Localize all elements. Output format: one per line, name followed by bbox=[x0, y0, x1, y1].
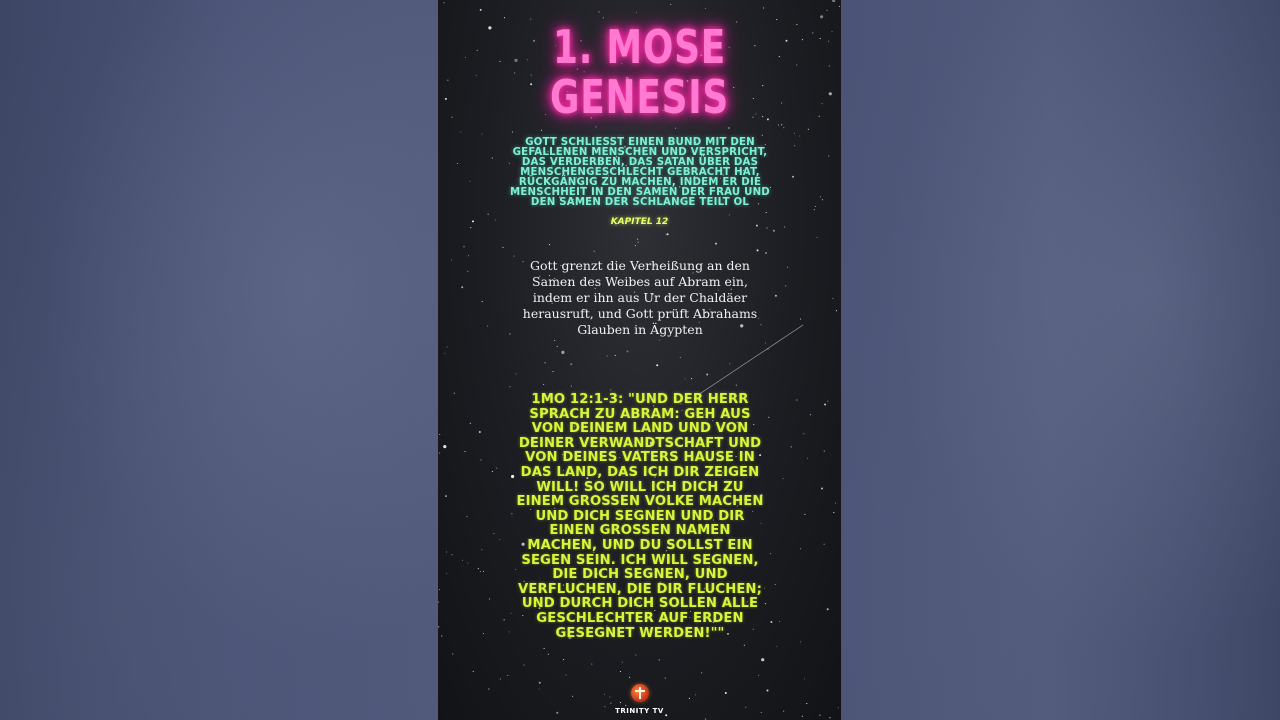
star bbox=[765, 342, 766, 343]
star bbox=[836, 310, 837, 311]
star bbox=[816, 237, 817, 238]
star bbox=[778, 124, 779, 125]
star bbox=[832, 298, 833, 299]
star bbox=[828, 41, 829, 42]
star bbox=[504, 17, 505, 18]
star bbox=[446, 573, 447, 574]
star bbox=[776, 19, 777, 20]
star bbox=[675, 128, 676, 129]
star bbox=[545, 362, 546, 363]
star bbox=[715, 243, 717, 245]
star bbox=[469, 181, 470, 182]
star bbox=[493, 533, 494, 534]
star bbox=[779, 621, 780, 622]
star bbox=[814, 209, 815, 210]
star bbox=[603, 17, 604, 18]
star bbox=[477, 50, 478, 51]
star bbox=[480, 459, 481, 460]
star bbox=[479, 431, 481, 433]
star bbox=[670, 4, 671, 5]
star bbox=[557, 346, 558, 347]
blurred-background-right bbox=[842, 0, 1280, 720]
star bbox=[571, 385, 572, 386]
star bbox=[543, 384, 544, 385]
star bbox=[445, 98, 447, 100]
star bbox=[439, 453, 440, 454]
star bbox=[827, 401, 828, 402]
star bbox=[438, 602, 439, 603]
star bbox=[775, 584, 776, 585]
star bbox=[815, 206, 816, 207]
star bbox=[507, 675, 508, 676]
star bbox=[439, 589, 440, 590]
star bbox=[544, 648, 545, 649]
star bbox=[829, 92, 832, 95]
star bbox=[483, 571, 484, 572]
star bbox=[757, 249, 759, 251]
star bbox=[776, 646, 777, 647]
star bbox=[451, 554, 452, 555]
star bbox=[622, 662, 623, 663]
star bbox=[511, 475, 514, 478]
poster-title-line1: 1. MOSE bbox=[552, 20, 727, 74]
star bbox=[802, 716, 803, 717]
star bbox=[659, 340, 660, 341]
star bbox=[496, 468, 497, 469]
star bbox=[482, 133, 483, 134]
star bbox=[824, 404, 826, 406]
star bbox=[530, 19, 531, 20]
star bbox=[470, 423, 471, 424]
star bbox=[799, 136, 800, 137]
star bbox=[488, 214, 489, 215]
star bbox=[481, 549, 482, 550]
star bbox=[466, 516, 467, 517]
star bbox=[802, 39, 803, 40]
star bbox=[636, 12, 637, 13]
poster-title-line2: GENESIS bbox=[549, 70, 729, 124]
star bbox=[594, 251, 595, 252]
star bbox=[833, 512, 834, 513]
star bbox=[821, 488, 823, 490]
star bbox=[701, 672, 702, 673]
star bbox=[615, 355, 616, 356]
star bbox=[781, 124, 782, 125]
star bbox=[599, 11, 600, 12]
star bbox=[512, 131, 513, 132]
star bbox=[827, 608, 829, 610]
star bbox=[705, 719, 706, 720]
star bbox=[796, 399, 797, 400]
star bbox=[835, 503, 836, 504]
star bbox=[736, 385, 737, 386]
star bbox=[803, 433, 804, 434]
star bbox=[770, 553, 771, 554]
star bbox=[516, 373, 517, 374]
star bbox=[800, 548, 801, 549]
star bbox=[804, 678, 805, 679]
star bbox=[480, 9, 482, 11]
star bbox=[443, 445, 446, 448]
star bbox=[728, 127, 730, 129]
star bbox=[561, 351, 564, 354]
star bbox=[829, 717, 830, 718]
star bbox=[706, 374, 708, 376]
star bbox=[761, 658, 764, 661]
star bbox=[509, 333, 510, 334]
star bbox=[665, 234, 666, 235]
star bbox=[463, 246, 464, 247]
star bbox=[822, 199, 823, 200]
star bbox=[758, 675, 759, 676]
star bbox=[629, 677, 630, 678]
star bbox=[691, 378, 692, 379]
star bbox=[457, 163, 458, 164]
star bbox=[762, 135, 763, 136]
star bbox=[595, 126, 596, 127]
star bbox=[824, 451, 825, 452]
star bbox=[480, 571, 481, 572]
star bbox=[705, 8, 706, 9]
star bbox=[822, 103, 823, 104]
channel-logo bbox=[438, 684, 841, 715]
star bbox=[467, 563, 468, 564]
star bbox=[441, 636, 442, 637]
star bbox=[804, 514, 805, 515]
star bbox=[460, 132, 461, 133]
star bbox=[685, 378, 686, 379]
star bbox=[729, 214, 730, 215]
star bbox=[465, 57, 466, 58]
star bbox=[765, 252, 767, 254]
star bbox=[504, 619, 505, 620]
star bbox=[554, 340, 555, 341]
poster-summary: GOTT SCHLIESST EINEN BUND MIT DEN GEFALLENEN MENSCHEN UND VERSPRICHT, DAS VERDERBEN, DAS SATAN ÜBER DAS MENSCHENGESCHLECHT GEBRACHT HAT, RÜCKGÄNGIG ZU MACHEN, INDEM ER DIE MENSCHHEIT IN DEN SAMEN DER FRAU UND DEN SAMEN DER SCHLANGE TEILT OL bbox=[510, 137, 770, 208]
star bbox=[831, 31, 832, 32]
star bbox=[610, 389, 611, 390]
star bbox=[787, 267, 788, 268]
star bbox=[794, 133, 795, 134]
star bbox=[509, 631, 510, 632]
star bbox=[511, 513, 512, 514]
star bbox=[511, 613, 512, 614]
star bbox=[791, 446, 792, 447]
star bbox=[445, 495, 447, 497]
star bbox=[820, 38, 821, 39]
star bbox=[523, 665, 524, 666]
star bbox=[470, 227, 471, 228]
star bbox=[792, 176, 794, 178]
bible-verse: 1MO 12:1-3: "UND DER HERR SPRACH ZU ABRAM: GEH AUS VON DEINEM LAND UND VON DEINER VERWANDTSCHAFT UND VON DEINES VATERS HAUSE IN DAS LAND, DAS ICH DIR ZEIGEN WILL! SO WILL ICH DICH ZU EINEM GROSSEN VOLKE MACHEN UND DICH SEGNEN UND DIR EINEN GROSSEN NAMEN MACHEN, UND DU SOLLST EIN SEGEN SEIN. ICH WILL SEGNEN, DIE DICH SEGNEN, UND VERFLUCHEN, DIE DIR FLUCHEN; UND DURCH DICH SOLLEN ALLE GESCHLECHTER AUF ERDEN GESEGNET WERDEN!"" bbox=[516, 392, 764, 641]
star bbox=[489, 598, 490, 599]
star bbox=[744, 645, 745, 646]
star bbox=[839, 6, 840, 7]
star bbox=[760, 324, 761, 325]
star bbox=[627, 351, 629, 353]
star bbox=[607, 355, 608, 356]
star bbox=[468, 255, 469, 256]
star bbox=[820, 196, 821, 197]
star bbox=[800, 641, 801, 642]
star bbox=[447, 80, 448, 81]
star bbox=[824, 544, 825, 545]
star bbox=[766, 212, 767, 213]
star bbox=[499, 539, 500, 540]
star bbox=[473, 671, 474, 672]
star bbox=[552, 371, 553, 372]
star bbox=[783, 478, 784, 479]
star bbox=[444, 353, 445, 354]
star bbox=[492, 471, 493, 472]
trinity-tv-logo-icon bbox=[631, 684, 649, 702]
star bbox=[620, 671, 621, 672]
star bbox=[451, 259, 452, 260]
star bbox=[765, 603, 766, 604]
star bbox=[783, 127, 784, 128]
star bbox=[808, 129, 809, 130]
star bbox=[500, 678, 501, 679]
star bbox=[680, 357, 681, 358]
star bbox=[483, 633, 484, 634]
chapter-label: KAPITEL 12 bbox=[610, 217, 669, 227]
star bbox=[785, 285, 786, 286]
star bbox=[548, 654, 549, 655]
star bbox=[820, 15, 823, 18]
star bbox=[452, 653, 453, 654]
star bbox=[807, 458, 808, 459]
channel-logo-text: TRINITY TV bbox=[615, 707, 664, 715]
star bbox=[565, 674, 566, 675]
star bbox=[775, 295, 777, 297]
star bbox=[794, 145, 795, 146]
star bbox=[439, 434, 440, 435]
star bbox=[638, 242, 639, 243]
star bbox=[665, 678, 666, 679]
star bbox=[502, 247, 503, 248]
star bbox=[770, 621, 772, 623]
star bbox=[462, 560, 463, 561]
star bbox=[635, 655, 636, 656]
star bbox=[541, 130, 542, 131]
star bbox=[827, 10, 828, 11]
chapter-intro: Gott grenzt die Verheißung an den Samen des Weibes auf Abram ein, indem er ihn aus Ur der Chaldäer herausruft, und Gott prüft Abrahams Glauben in Ägypten bbox=[522, 258, 758, 337]
star bbox=[563, 659, 564, 660]
star bbox=[766, 228, 767, 229]
star bbox=[467, 271, 468, 272]
star bbox=[832, 0, 835, 2]
star bbox=[509, 386, 510, 387]
star bbox=[819, 116, 820, 117]
star bbox=[763, 7, 764, 8]
star bbox=[591, 664, 592, 665]
star bbox=[464, 451, 465, 452]
star bbox=[635, 245, 636, 246]
star bbox=[659, 659, 660, 660]
star bbox=[549, 244, 550, 245]
genesis-poster bbox=[438, 0, 841, 720]
star bbox=[829, 65, 830, 66]
star bbox=[656, 364, 658, 366]
blurred-background-left bbox=[0, 0, 438, 720]
star bbox=[773, 230, 775, 232]
star bbox=[451, 117, 452, 118]
star bbox=[828, 155, 829, 156]
star bbox=[443, 2, 444, 3]
star bbox=[478, 568, 479, 569]
star bbox=[667, 233, 669, 235]
star bbox=[810, 414, 811, 415]
star bbox=[812, 32, 813, 33]
star bbox=[513, 256, 514, 257]
star bbox=[764, 588, 765, 589]
star bbox=[800, 319, 801, 320]
star bbox=[438, 626, 439, 627]
star bbox=[454, 393, 455, 394]
star bbox=[476, 75, 477, 76]
star bbox=[492, 158, 493, 159]
star bbox=[637, 239, 638, 240]
star bbox=[487, 325, 488, 326]
star bbox=[729, 363, 730, 364]
star bbox=[482, 301, 483, 302]
star bbox=[768, 417, 769, 418]
star bbox=[446, 551, 447, 552]
star bbox=[570, 363, 572, 365]
star bbox=[461, 286, 463, 288]
star bbox=[447, 347, 448, 348]
